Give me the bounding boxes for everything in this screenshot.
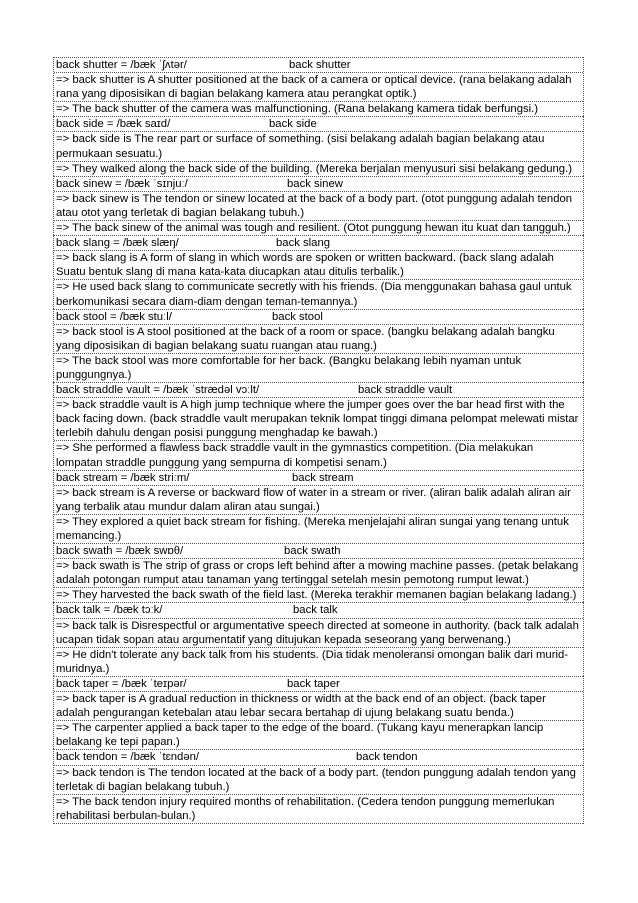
headword-pronunciation: back sinew = /bæk ˈsɪnjuː/ (56, 177, 188, 190)
term-label: back stool (272, 310, 323, 323)
headword-pronunciation: back stream = /bæk striːm/ (56, 471, 190, 484)
term-label: back slang (276, 237, 331, 250)
headword-pronunciation: back talk = /bæk tɔːk/ (56, 604, 163, 617)
entry-header (54, 116, 583, 131)
vocabulary-list (53, 57, 584, 824)
definition-text: => back swath is The strip of grass or crops left behind after a mowing machine passes. (petak belakang adalah potongan rumput atau tanaman yang tertinggal setelah mesin pemotong rumput lewat.) (54, 558, 583, 587)
example-sentence: => The back stool was more comfortable for her back. (Bangku belakang lebih nyaman untuk punggungnya.) (54, 353, 583, 382)
headword-pronunciation: back side = /bæk saɪd/ (56, 118, 171, 131)
definition-text: => back tendon is The tendon located at the back of a body part. (tendon punggung adalah tendon yang terletak di bagian belakang tubuh.) (54, 765, 583, 794)
example-sentence: => They harvested the back swath of the field last. (Mereka terakhir memanen bagian belakang ladang.) (54, 587, 583, 602)
term-label: back stream (292, 471, 354, 484)
entry-header (54, 602, 583, 617)
entry-header (54, 235, 583, 250)
definition-text: => back sinew is The tendon or sinew located at the back of a body part. (otot punggung adalah tendon atau otot yang terletak di bagian belakang tubuh.) (54, 191, 583, 220)
example-sentence: => He used back slang to communicate secretly with his friends. (Dia menggunakan bahasa gaul untuk berkomunikasi secara diam-diam dengan teman-temannya.) (54, 279, 583, 308)
entry-header (54, 309, 583, 324)
definition-text: => back slang is A form of slang in which words are spoken or written backward. (back slang adalah Suatu bentuk slang di mana kata-kata diucapkan atau ditulis terbalik.) (54, 250, 583, 279)
vocab-entry-back-stool (53, 309, 584, 382)
term-label: back sinew (287, 177, 343, 190)
definition-text: => back taper is A gradual reduction in thickness or width at the back end of an object. (back taper adalah pengurangan ketebalan atau lebar secara bertahap di ujung belakang suatu benda.) (54, 691, 583, 720)
term-label: back shutter (289, 59, 351, 71)
entry-header (54, 176, 583, 191)
entry-header (54, 470, 583, 485)
definition-text: => back straddle vault is A high jump technique where the jumper goes over the bar head first with the back facing down. (back straddle vault merupakan teknik lompat tinggi dimana pelompat melewati mistar terlebih dahulu dengan posisi punggung menghadap ke bawah.) (54, 397, 583, 440)
example-sentence: => The back shutter of the camera was malfunctioning. (Rana belakang kamera tidak berfungsi.) (54, 101, 583, 116)
headword-pronunciation: back swath = /bæk swɒθ/ (56, 545, 184, 558)
definition-text: => back stool is A stool positioned at the back of a room or space. (bangku belakang adalah bangku yang diposisikan di bagian belakang suatu ruangan atau ruang.) (54, 324, 583, 353)
entry-header (54, 749, 583, 764)
example-sentence: => The carpenter applied a back taper to the edge of the board. (Tukang kayu menerapkan lancip belakang ke tepi papan.) (54, 720, 583, 749)
headword-pronunciation: back slang = /bæk slæŋ/ (56, 237, 179, 250)
term-label: back taper (287, 677, 340, 690)
entry-header (54, 382, 583, 397)
vocab-entry-back-swath (53, 543, 584, 602)
headword-pronunciation: back stool = /bæk stuːl/ (56, 310, 172, 323)
term-label: back straddle vault (358, 384, 453, 397)
vocab-entry-back-tendon (53, 749, 584, 823)
headword-pronunciation: back tendon = /bæk ˈtɛndən/ (56, 751, 200, 764)
definition-text: => back stream is A reverse or backward flow of water in a stream or river. (aliran balik adalah aliran air yang terbalik atau mundur dalam aliran atau sungai.) (54, 485, 583, 514)
vocab-entry-back-sinew (53, 176, 584, 235)
term-label: back tendon (356, 751, 418, 764)
example-sentence: => She performed a flawless back straddle vault in the gymnastics competition. (Dia melakukan lompatan straddle punggung yang sempurna di kompetisi senam.) (54, 440, 583, 469)
entry-header (54, 57, 583, 72)
vocab-entry-back-talk (53, 602, 584, 675)
headword-pronunciation: back shutter = /bæk ˈʃʌtər/ (56, 59, 187, 71)
entry-header (54, 676, 583, 691)
definition-text: => back side is The rear part or surface of something. (sisi belakang adalah bagian belakang atau permukaan sesuatu.) (54, 131, 583, 160)
definition-text: => back talk is Disrespectful or argumentative speech directed at someone in authority. (back talk adalah ucapan tidak sopan atau argumentatif yang ditujukan kepada seseorang yang berwenang.) (54, 618, 583, 647)
vocab-entry-back-taper (53, 676, 584, 749)
example-sentence: => They walked along the back side of the building. (Mereka berjalan menyusuri sisi belakang gedung.) (54, 161, 583, 176)
example-sentence: => The back sinew of the animal was tough and resilient. (Otot punggung hewan itu kuat dan tangguh.) (54, 220, 583, 235)
example-sentence: => He didn't tolerate any back talk from his students. (Dia tidak menoleransi omongan balik dari murid-muridnya.) (54, 647, 583, 676)
example-sentence: => They explored a quiet back stream for fishing. (Mereka menjelajahi aliran sungai yang tenang untuk memancing.) (54, 514, 583, 543)
term-label: back talk (293, 604, 338, 617)
vocab-entry-back-stream (53, 470, 584, 543)
definition-text: => back shutter is A shutter positioned at the back of a camera or optical device. (rana belakang adalah rana yang diposisikan di bagian belakang kamera atau perangkat optik.) (54, 72, 583, 101)
term-label: back side (269, 118, 317, 131)
term-label: back swath (284, 545, 341, 558)
vocab-entry-back-shutter (53, 57, 584, 116)
vocab-entry-back-straddle-vault (53, 382, 584, 470)
vocab-entry-back-side (53, 116, 584, 175)
example-sentence: => The back tendon injury required months of rehabilitation. (Cedera tendon punggung memerlukan rehabilitasi berbulan-bulan.) (54, 794, 583, 824)
vocab-entry-back-slang (53, 235, 584, 308)
entry-header (54, 543, 583, 558)
headword-pronunciation: back straddle vault = /bæk ˈstrædəl vɔːlt/ (56, 384, 260, 397)
headword-pronunciation: back taper = /bæk ˈteɪpər/ (56, 677, 187, 690)
